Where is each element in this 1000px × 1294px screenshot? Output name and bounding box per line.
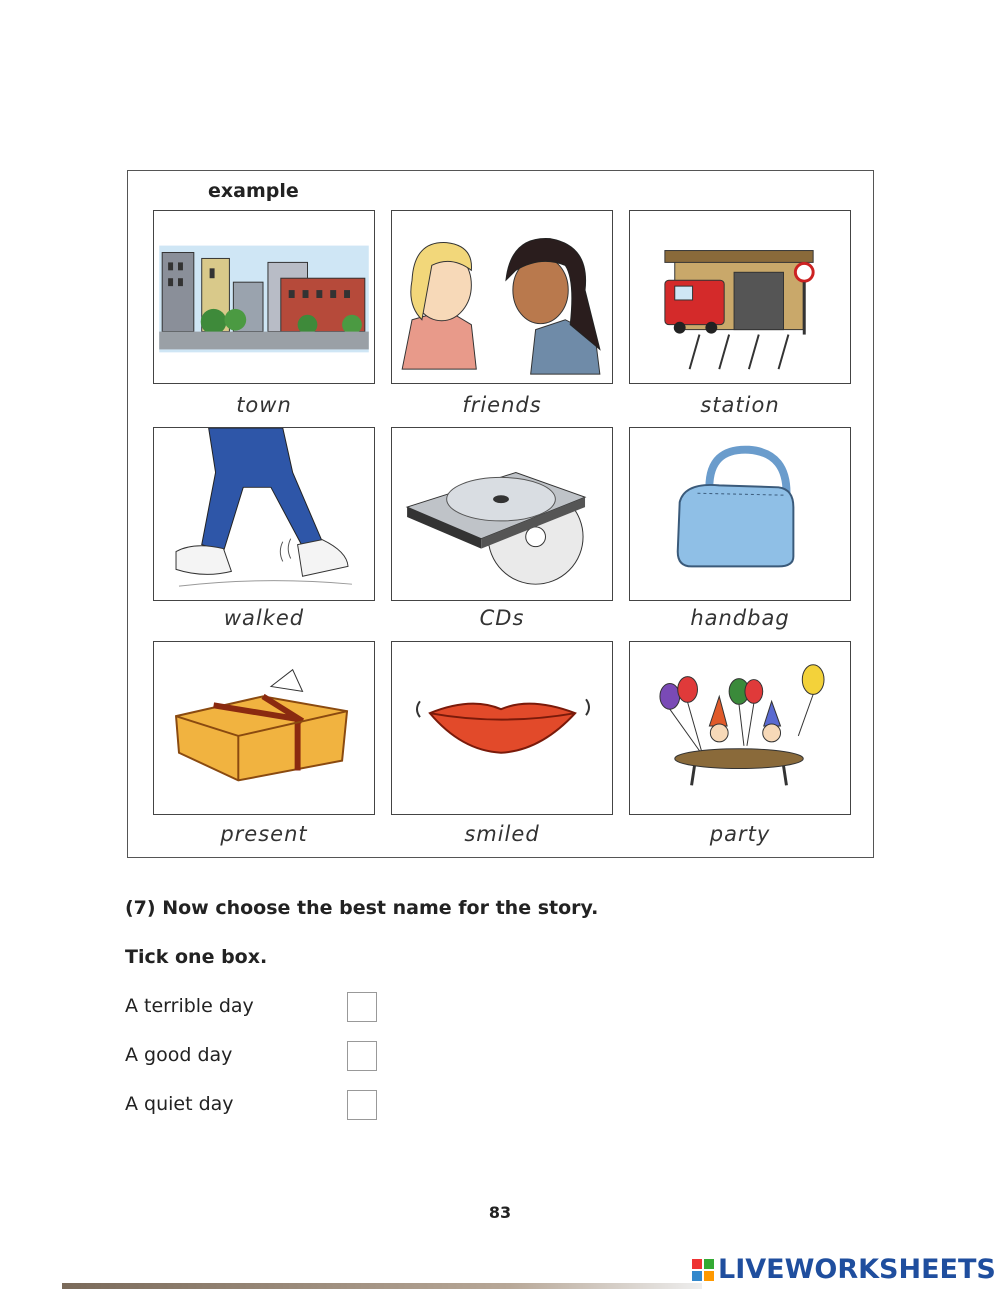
word-smiled: smiled [464,822,540,846]
page-edge-shadow [62,1283,702,1289]
word-station: station [700,393,780,417]
fire-station-icon [630,211,850,383]
brand-name: LIVEWORKSHEETS [718,1254,996,1285]
option-checkbox-2[interactable] [347,1041,377,1071]
smile-icon [392,642,612,814]
option-label-2: A good day [125,1044,233,1066]
question-title: (7) Now choose the best name for the story. [125,897,599,919]
handbag-picture [629,427,851,601]
party-icon [630,642,850,814]
word-town: town [236,393,292,417]
town-picture [153,210,375,384]
station-picture [629,210,851,384]
word-friends: friends [462,393,542,417]
handbag-icon [630,428,850,600]
question-instruction: Tick one box. [125,946,268,968]
word-party: party [709,822,771,846]
cd-icon [392,428,612,600]
cds-picture [391,427,613,601]
present-icon [154,642,374,814]
liveworksheets-logo-icon [692,1259,714,1281]
walking-legs-icon [154,428,374,600]
example-label: example [208,180,299,202]
option-label-1: A terrible day [125,995,254,1017]
town-icon [154,211,374,383]
friends-picture [391,210,613,384]
word-walked: walked [223,606,305,630]
smiled-picture [391,641,613,815]
friends-icon [392,211,612,383]
party-picture [629,641,851,815]
word-present: present [220,822,308,846]
present-picture [153,641,375,815]
option-label-3: A quiet day [125,1093,234,1115]
word-cds: CDs [479,606,525,630]
word-handbag: handbag [690,606,790,630]
option-checkbox-3[interactable] [347,1090,377,1120]
page-number: 83 [488,1203,512,1222]
option-checkbox-1[interactable] [347,992,377,1022]
walked-picture [153,427,375,601]
